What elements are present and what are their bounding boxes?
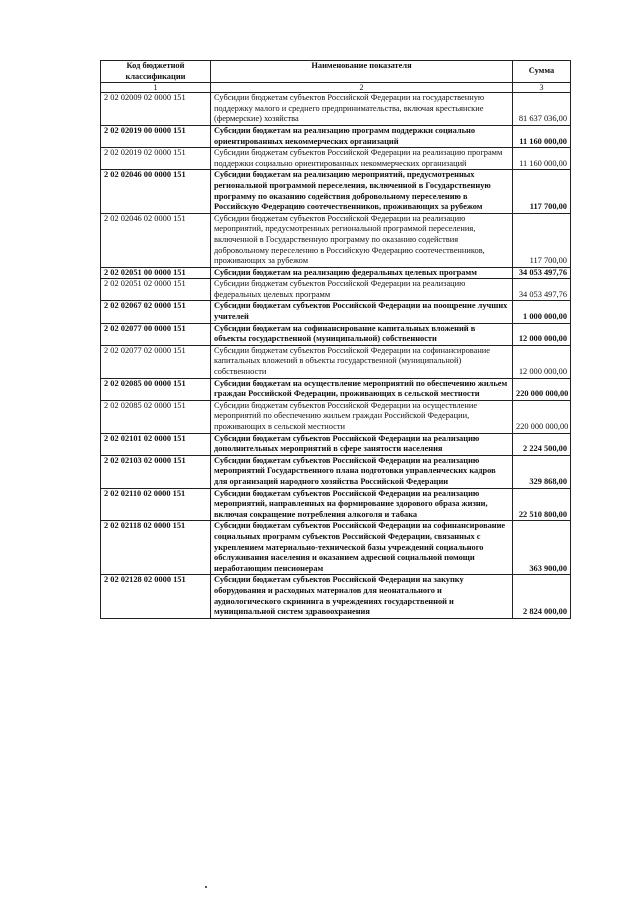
row-name: Субсидии бюджетам субъектов Российской Федерации на реализацию федеральных целевых программ	[211, 279, 513, 301]
row-name: Субсидии бюджетам субъектов Российской Федерации на осуществление мероприятий по обеспечению жильем граждан Российской Федерации, проживающих в сельской местности	[211, 400, 513, 433]
row-name: Субсидии бюджетам субъектов Российской Федерации на реализацию программ поддержки социально ориентированных некоммерческих организаций	[211, 148, 513, 170]
row-code: 2 02 02101 02 0000 151	[101, 433, 211, 455]
table-row	[101, 93, 571, 126]
row-sum: 220 000 000,00	[513, 378, 571, 400]
row-sum: 1 000 000,00	[513, 301, 571, 323]
row-name: Субсидии бюджетам субъектов Российской Федерации на поощрение лучших учителей	[211, 301, 513, 323]
row-code: 2 02 02009 02 0000 151	[101, 93, 211, 126]
row-code: 2 02 02110 02 0000 151	[101, 488, 211, 521]
table-header-row	[101, 61, 571, 83]
column-number-3: 3	[513, 83, 571, 93]
row-code: 2 02 02128 02 0000 151	[101, 575, 211, 618]
row-name: Субсидии бюджетам на реализацию программ поддержки социально ориентированных некоммерческих организаций	[211, 125, 513, 147]
row-name: Субсидии бюджетам субъектов Российской Федерации на реализацию дополнительных мероприятий в сфере занятости населения	[211, 433, 513, 455]
row-name: Субсидии бюджетам субъектов Российской Федерации на реализацию мероприятий, направленных на формирование здорового образа жизни, включая сокращение потребления алкоголя и табака	[211, 488, 513, 521]
table-row	[101, 433, 571, 455]
row-code: 2 02 02046 00 0000 151	[101, 170, 211, 213]
row-code: 2 02 02085 02 0000 151	[101, 400, 211, 433]
table-row	[101, 125, 571, 147]
table-row	[101, 521, 571, 575]
table-row	[101, 345, 571, 378]
row-sum: 363 900,00	[513, 521, 571, 575]
row-name: Субсидии бюджетам субъектов Российской Федерации на софинансирование социальных программ субъектов Российской Федерации, связанных с укреплением материально-технической базы учреждений социального обслуживания населения и оказанием адресной социальной помощи неработающим пенсионерам	[211, 521, 513, 575]
row-code: 2 02 02051 00 0000 151	[101, 267, 211, 279]
header-code: Код бюджетной классификации	[101, 61, 211, 83]
row-sum: 117 700,00	[513, 170, 571, 213]
table-row	[101, 400, 571, 433]
header-sum: Сумма	[513, 61, 571, 83]
row-code: 2 02 02067 02 0000 151	[101, 301, 211, 323]
table-row	[101, 279, 571, 301]
row-name: Субсидии бюджетам на осуществление мероприятий по обеспечению жильем граждан Российской Федерации, проживающих в сельской местности	[211, 378, 513, 400]
row-sum: 12 000 000,00	[513, 323, 571, 345]
row-name: Субсидии бюджетам субъектов Российской Федерации на реализацию мероприятий Государственного плана подготовки управленческих кадров для организаций народного хозяйства Российской Федерации	[211, 455, 513, 488]
row-sum: 11 160 000,00	[513, 125, 571, 147]
row-code: 2 02 02019 00 0000 151	[101, 125, 211, 147]
budget-table	[100, 60, 571, 619]
table-row	[101, 301, 571, 323]
table-row	[101, 575, 571, 618]
row-code: 2 02 02046 02 0000 151	[101, 213, 211, 267]
table-row	[101, 455, 571, 488]
row-sum: 117 700,00	[513, 213, 571, 267]
row-name: Субсидии бюджетам субъектов Российской Федерации на реализацию мероприятий, предусмотренных региональной программой переселения, включенной в Государственную программу по оказанию содействия добровольному переселению в Российскую Федерацию соотечественников, проживающих за рубежом	[211, 213, 513, 267]
row-name: Субсидии бюджетам субъектов Российской Федерации на софинансирование капитальных вложений в объекты государственной (муниципальной) собственности	[211, 345, 513, 378]
row-name: Субсидии бюджетам субъектов Российской Федерации на закупку оборудования и расходных материалов для неонатального и аудиологического скрининга в учреждениях государственной и муниципальной систем здравоохранения	[211, 575, 513, 618]
row-sum: 12 000 000,00	[513, 345, 571, 378]
row-sum: 2 824 000,00	[513, 575, 571, 618]
row-code: 2 02 02077 02 0000 151	[101, 345, 211, 378]
header-name: Наименование показателя	[211, 61, 513, 83]
row-name: Субсидии бюджетам на реализацию мероприятий, предусмотренных региональной программой переселения, включенной в Государственную программу по оказанию содействия добровольному переселению в Российскую Федерацию соотечественников, проживающих за рубежом	[211, 170, 513, 213]
table-row	[101, 148, 571, 170]
row-sum: 11 160 000,00	[513, 148, 571, 170]
row-code: 2 02 02019 02 0000 151	[101, 148, 211, 170]
row-sum: 220 000 000,00	[513, 400, 571, 433]
table-row	[101, 170, 571, 213]
table-row	[101, 213, 571, 267]
column-number-row	[101, 83, 571, 93]
row-sum: 34 053 497,76	[513, 267, 571, 279]
row-code: 2 02 02103 02 0000 151	[101, 455, 211, 488]
column-number-2: 2	[211, 83, 513, 93]
row-code: 2 02 02077 00 0000 151	[101, 323, 211, 345]
table-row	[101, 323, 571, 345]
table-row	[101, 488, 571, 521]
row-name: Субсидии бюджетам на софинансирование капитальных вложений в объекты государственной (муниципальной) собственности	[211, 323, 513, 345]
budget-document-page	[100, 60, 570, 619]
row-code: 2 02 02085 00 0000 151	[101, 378, 211, 400]
table-row	[101, 378, 571, 400]
row-name: Субсидии бюджетам на реализацию федеральных целевых программ	[211, 267, 513, 279]
row-sum: 22 510 800,00	[513, 488, 571, 521]
table-body	[101, 93, 571, 619]
row-code: 2 02 02051 02 0000 151	[101, 279, 211, 301]
row-code: 2 02 02118 02 0000 151	[101, 521, 211, 575]
row-sum: 34 053 497,76	[513, 279, 571, 301]
scan-artifact	[205, 886, 207, 888]
table-row	[101, 267, 571, 279]
column-number-1: 1	[101, 83, 211, 93]
row-sum: 2 224 500,00	[513, 433, 571, 455]
row-sum: 81 637 036,00	[513, 93, 571, 126]
row-sum: 329 868,00	[513, 455, 571, 488]
row-name: Субсидии бюджетам субъектов Российской Федерации на государственную поддержку малого и среднего предпринимательства, включая крестьянские (фермерские) хозяйства	[211, 93, 513, 126]
